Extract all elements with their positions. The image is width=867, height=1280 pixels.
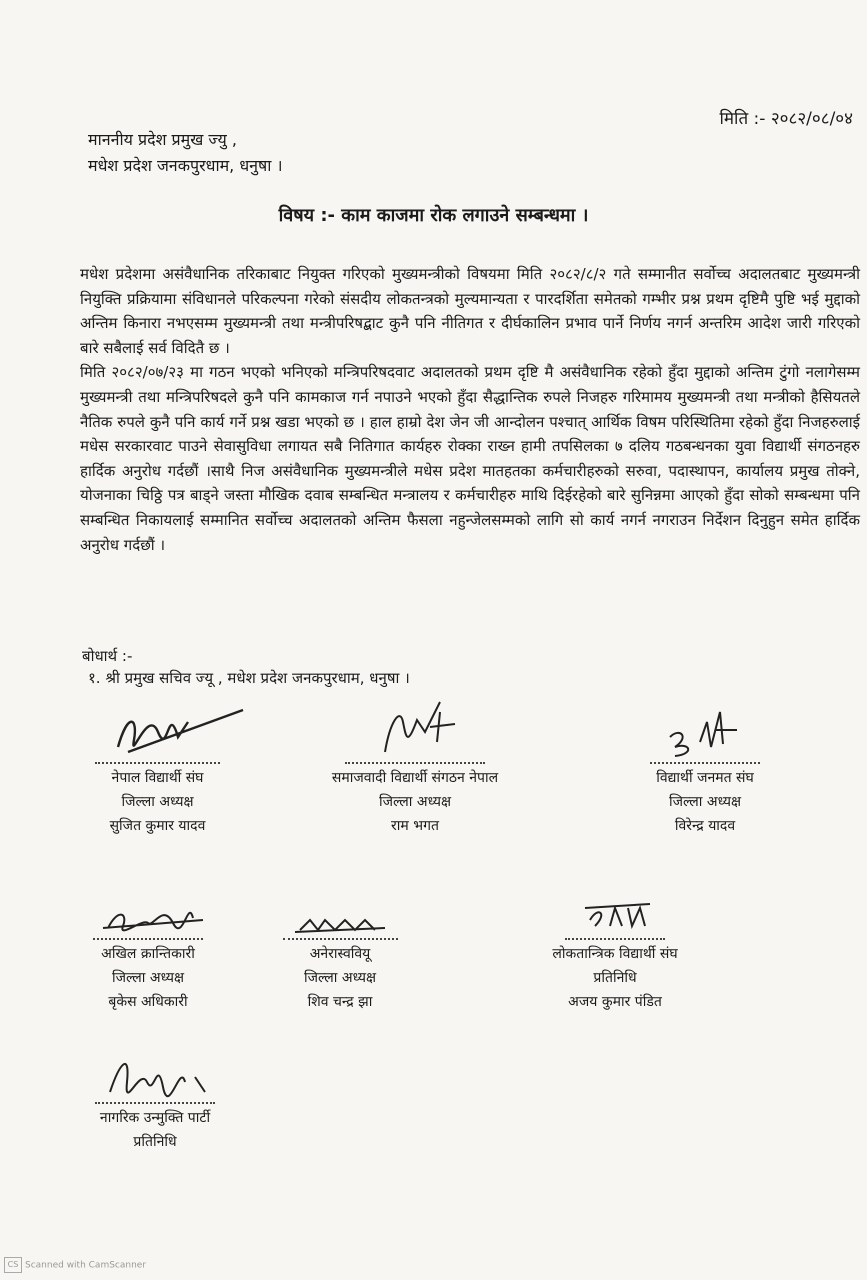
letter-date: मिति :- २०८२/०८/०४ bbox=[719, 109, 853, 129]
address-line-2: मधेश प्रदेश जनकपुरधाम, धनुषा । bbox=[88, 156, 283, 175]
signature-scribble-1 bbox=[70, 692, 245, 762]
signatory-org: अखिल क्रान्तिकारी bbox=[101, 946, 195, 962]
signatory-org: नागरिक उन्मुक्ति पार्टी bbox=[99, 1110, 211, 1126]
address-line-1: माननीय प्रदेश प्रमुख ज्यु , bbox=[88, 130, 237, 149]
signature-scribble-2 bbox=[300, 692, 530, 762]
signature-scribble-5 bbox=[255, 868, 425, 938]
signatory-name: अजय कुमार पंडित bbox=[568, 994, 662, 1010]
signature-block-6 bbox=[520, 868, 710, 1014]
scanner-text: Scanned with CamScanner bbox=[25, 1260, 147, 1271]
signature-block-3 bbox=[620, 692, 790, 838]
body-paragraph-1: मधेश प्रदेशमा असंवैधानिक तरिकाबाट नियुक्त गरिएको मुख्यमन्त्रीको विषयमा मिति २०८२/८/२ गते सम्मानीत सर्वोच्च अदालतबाट मुख्यमन्त्री नियुक्ति प्रक्रियामा संविधानले परिकल्पना गरेको संसदीय लोकतन्त्रको मुल्यमान्यता र पारदर्शिता समेतको गम्भीर प्रश्न प्रथम दृष्टिमै पुष्टि भई मुद्दाको अन्तिम किनारा नभएसम्म मुख्यमन्त्री तथा मन्त्रीपरिषद्बाट कुनै पनि नीतिगत र दीर्घकालिन प्रभाव पार्ने निर्णय नगर्न अन्तरिम आदेश जारी गरिएको बारे सबैलाई सर्व विदितै छ । bbox=[80, 265, 860, 357]
recipient-address bbox=[88, 127, 283, 179]
signature-scribble-3 bbox=[620, 692, 790, 762]
signature-scribble-7 bbox=[70, 1032, 240, 1102]
scanner-watermark bbox=[4, 1257, 146, 1273]
signatory-role: प्रतिनिधि bbox=[133, 1134, 177, 1150]
signature-block-7 bbox=[70, 1032, 240, 1154]
signature-block-1 bbox=[70, 692, 245, 838]
signatory-name: बृकेस अधिकारी bbox=[108, 994, 188, 1010]
signatory-org: समाजवादी विद्यार्थी संगठन नेपाल bbox=[331, 770, 499, 786]
signatory-role: जिल्ला अध्यक्ष bbox=[111, 970, 184, 986]
signatory-role: जिल्ला अध्यक्ष bbox=[668, 794, 741, 810]
signatory-role: प्रतिनिधि bbox=[593, 970, 637, 986]
bodhartha-label: बोधार्थ :- bbox=[82, 647, 133, 665]
signatory-name: शिव चन्द्र झा bbox=[307, 994, 373, 1010]
signature-scribble-6 bbox=[520, 868, 710, 938]
signature-block-2 bbox=[300, 692, 530, 838]
signatory-org: नेपाल विद्यार्थी संघ bbox=[111, 770, 204, 786]
camscanner-icon: CS bbox=[4, 1257, 22, 1273]
signature-block-5 bbox=[255, 868, 425, 1014]
signature-scribble-4 bbox=[68, 868, 228, 938]
signatory-name: सुजित कुमार यादव bbox=[109, 818, 206, 834]
signatory-role: जिल्ला अध्यक्ष bbox=[378, 794, 451, 810]
signatory-role: जिल्ला अध्यक्ष bbox=[303, 970, 376, 986]
signatory-role: जिल्ला अध्यक्ष bbox=[121, 794, 194, 810]
signature-block-4 bbox=[68, 868, 228, 1014]
signatory-name: विरेन्द्र यादव bbox=[674, 818, 736, 834]
signatory-name: राम भगत bbox=[391, 818, 439, 834]
letter-subject: विषय :- काम काजमा रोक लगाउने सम्बन्धमा । bbox=[278, 205, 589, 226]
cc-line: १. श्री प्रमुख सचिव ज्यू , मधेश प्रदेश जनकपुरधाम, धनुषा । bbox=[88, 669, 410, 687]
signatory-org: अनेरास्ववियू bbox=[309, 946, 371, 962]
body-paragraph-2: मिति २०८२/०७/२३ मा गठन भएको भनिएको मन्त्रिपरिषदवाट अदालतको प्रथम दृष्टि मै असंवैधानिक रहेको हुँदा मुद्दाको अन्तिम टुंगो नलागेसम्म मुख्यमन्त्री तथा मन्त्रिपरिषदले कुनै पनि कामकाज गर्न नपाउने भएको हुँदा सैद्धान्तिक रुपले निजहरु गरिमामय मुख्यमन्त्री तथा मन्त्रीको हैसियतले नैतिक रुपले कुनै पनि कार्य गर्ने प्रश्न खडा भएको छ । हाल हाम्रो देश जेन जी आन्दोलन पश्चात् आर्थिक विषम परिस्थितिमा रहेको हुँदा निजहरुलाई मधेस सरकारवाट पाउने सेवासुविधा लगायत सबै नितिगात कार्यहरु रोक्का राख्न हामी तपसिलका ७ दलिय गठबन्धनका युवा विद्यार्थी संगठनहरु हार्दिक अनुरोध गर्दछौं ।साथै निज असंवैधानिक मुख्यमन्त्रीले मधेस प्रदेश मातहतका कर्मचारीहरुको सरुवा, पदास्थापन, कार्यालय प्रमुख तोक्ने, योजनाका चिठ्ठि पत्र बाड्ने जस्ता मौखिक दवाब सम्बन्धित मन्त्रालय र कर्मचारीहरु माथि दिईरहेको बारे सुनिन्नमा आएको हुँदा सोको सम्बन्धमा पनि सम्बन्धित निकायलाई सम्मानित सर्वोच्च अदालतको अन्तिम फैसला नहुन्जेलसम्मको लागि सो कार्य नगर्न नगराउन निर्देशन दिनुहुन समेत हार्दिक अनुरोध गर्दछौं । bbox=[80, 363, 860, 554]
letter-body bbox=[80, 262, 860, 557]
signatory-org: लोकतान्त्रिक विद्यार्थी संघ bbox=[552, 946, 678, 962]
signatory-org: विद्यार्थी जनमत संघ bbox=[656, 770, 754, 786]
